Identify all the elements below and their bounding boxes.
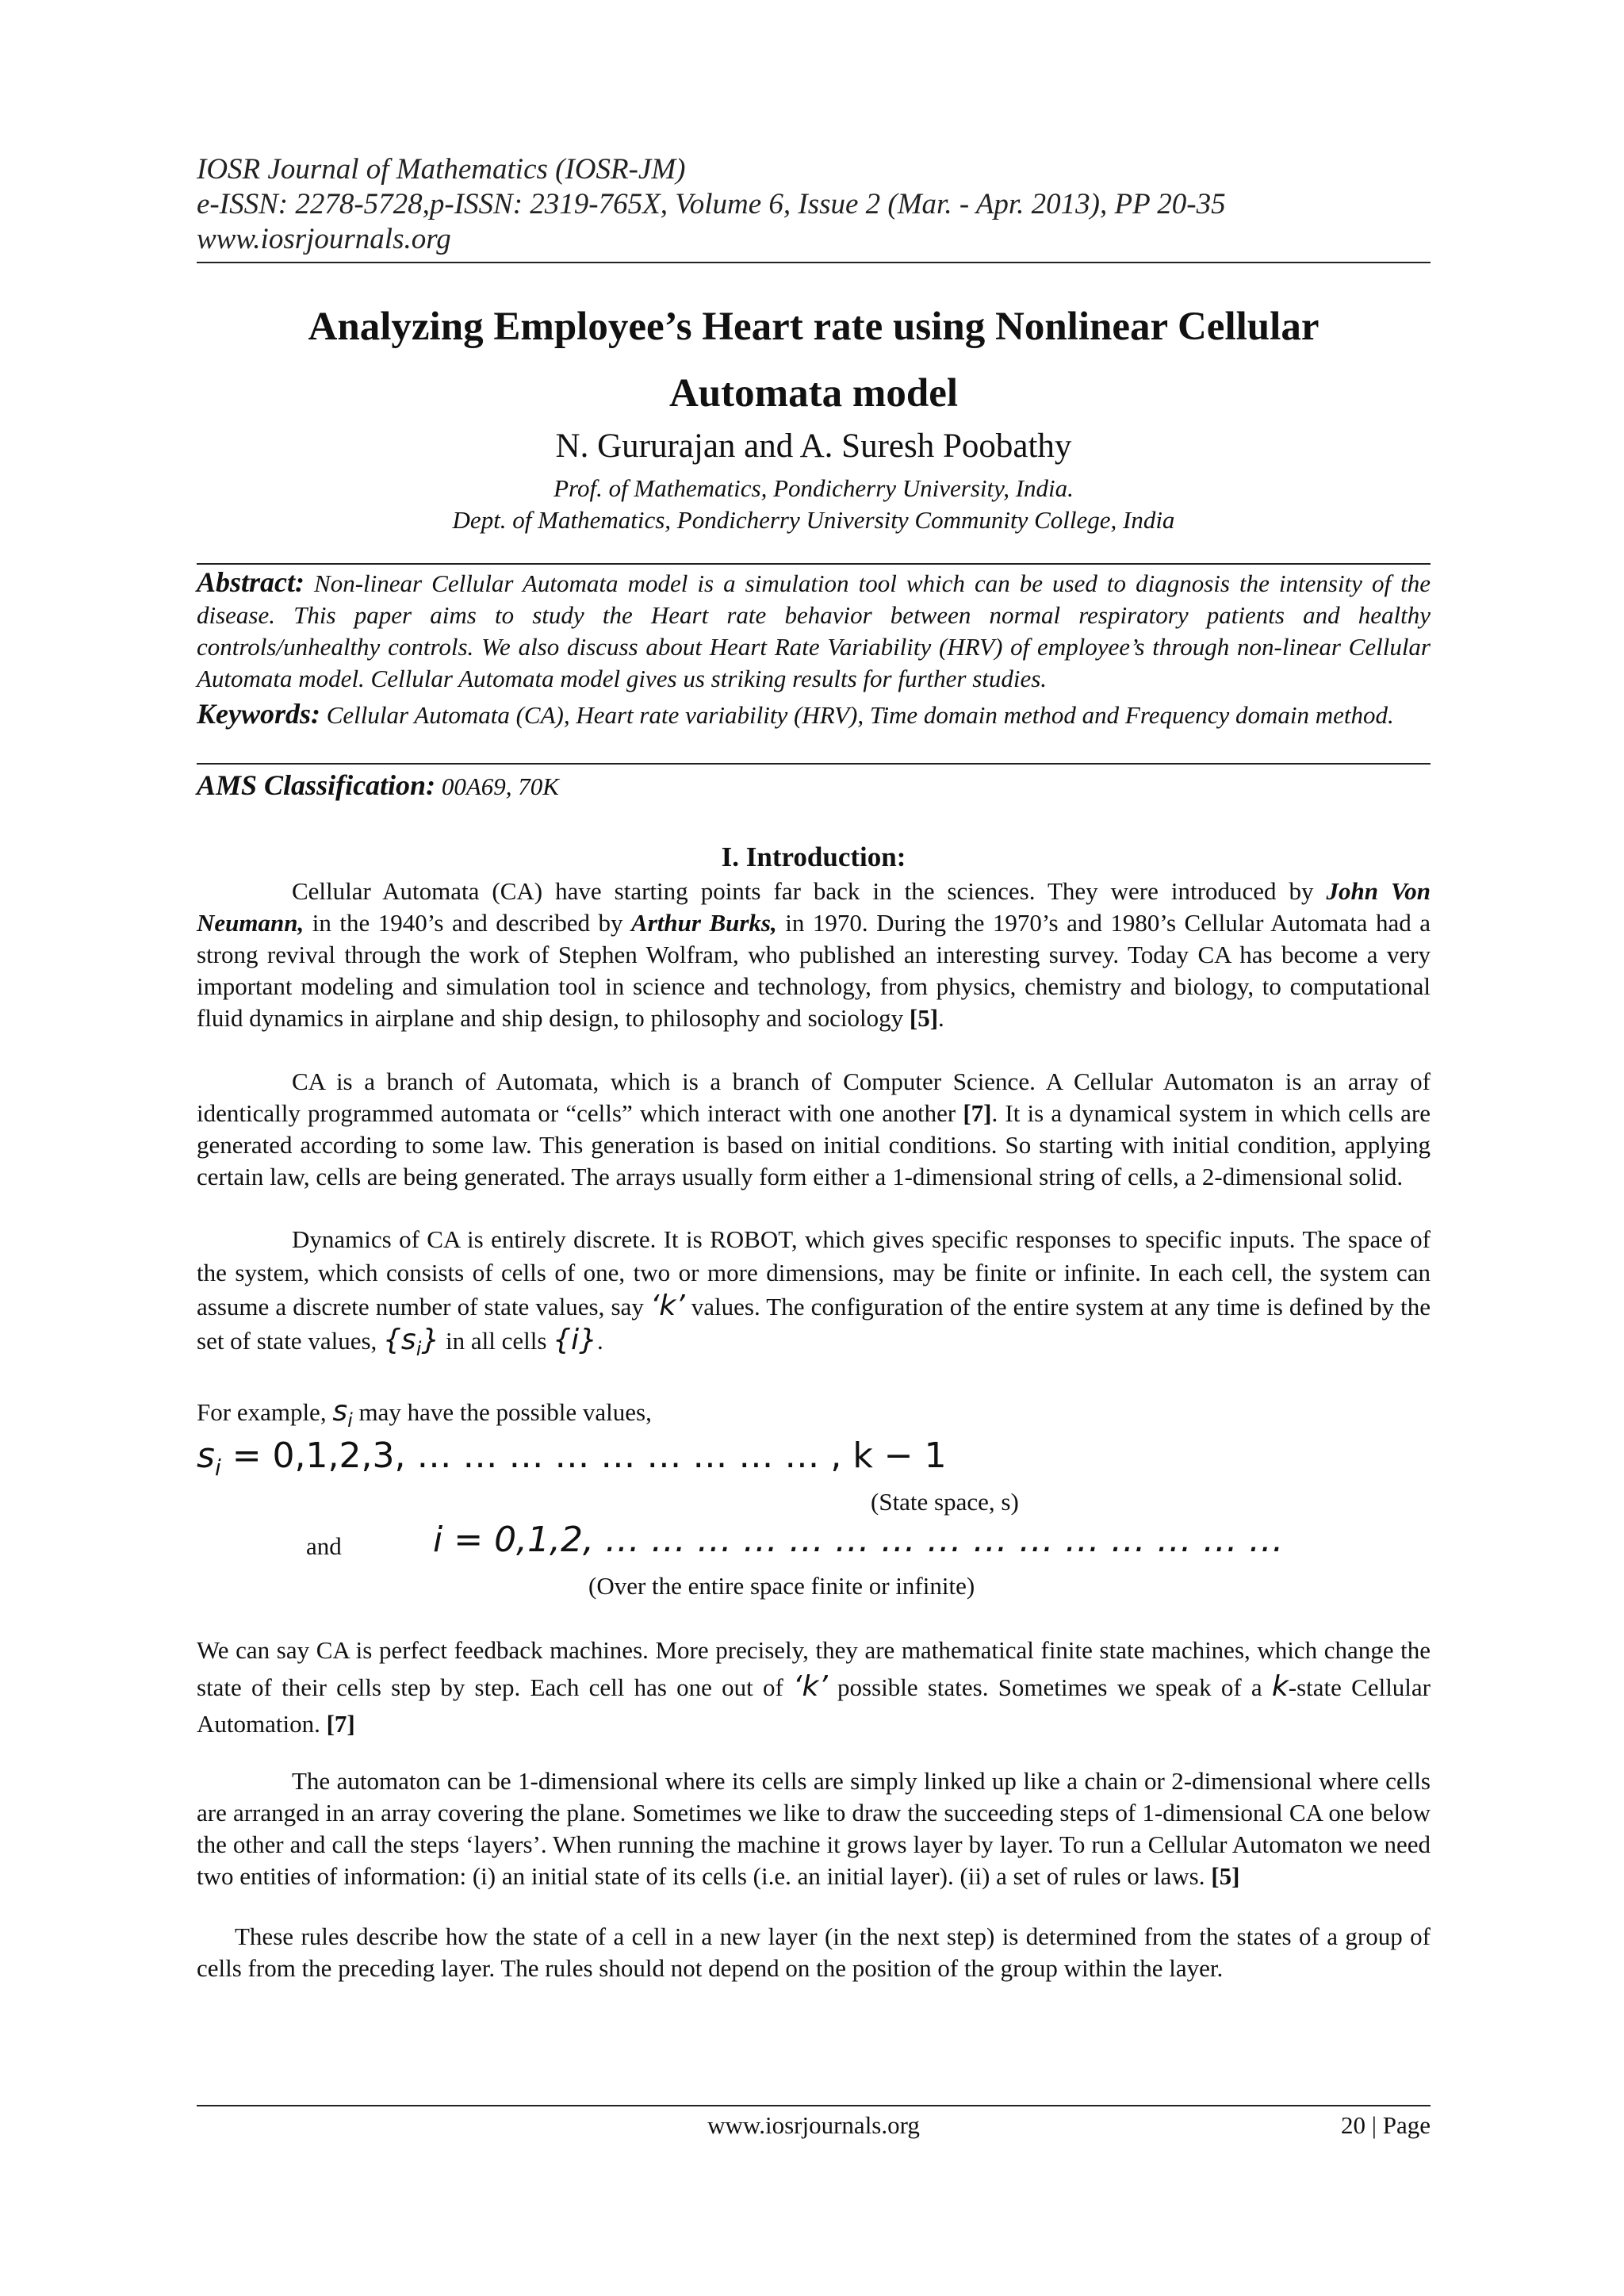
- cell-set-symbol: {i}: [553, 1324, 597, 1356]
- equation-note-state-space: (State space, s): [871, 1488, 1019, 1516]
- citation: [7]: [326, 1710, 355, 1738]
- section-heading: I. Introduction:: [721, 841, 906, 872]
- citation: [5]: [1211, 1862, 1240, 1890]
- author-name: John Von Neumann,: [197, 877, 1431, 937]
- state-set-symbol: $\{s_i\}$: [383, 1324, 440, 1361]
- journal-issn: e-ISSN: 2278-5728,p-ISSN: 2319-765X, Volume 6, Issue 2 (Mar. - Apr. 2013), PP 20-35: [197, 188, 1226, 220]
- ams-text: 00A69, 70K: [435, 772, 559, 800]
- s-i-symbol: $s_i$: [332, 1395, 353, 1432]
- title-line-1: Analyzing Employee’s Heart rate using Nonlinear Cellular: [308, 305, 1320, 349]
- title-line-2: Automata model: [668, 371, 959, 416]
- keywords-text: Cellular Automata (CA), Heart rate variability (HRV), Time domain method and Frequency domain method.: [320, 701, 1394, 729]
- footer-website[interactable]: www.iosrjournals.org: [707, 2111, 920, 2139]
- equation-and: and: [306, 1532, 342, 1560]
- abstract: [197, 566, 1431, 695]
- keywords: [197, 698, 1431, 731]
- paragraph-3: Dynamics of CA is entirely discrete. It is ROBOT, which gives specific responses to specific inputs. The space of the system, which consists of cells of one, two or more dimensions, may be finite or infinite. In each cell, the system can assume a discrete number of state values, say ‘k’ values. The configuration of the entire system at any time is defined by the set of state values, $\{s_i\}$ in all cells {i}.: [197, 1225, 1431, 1361]
- k-symbol: ‘k’: [649, 1290, 685, 1322]
- ams-classification: [197, 768, 1431, 804]
- abstract-label: Abstract:: [197, 566, 305, 598]
- author-name: Arthur Burks,: [631, 909, 777, 937]
- footer-rule: [197, 2105, 1431, 2106]
- affiliation-1: Prof. of Mathematics, Pondicherry University, India.: [553, 474, 1074, 502]
- paragraph-5: The automaton can be 1-dimensional where its cells are simply linked up like a chain or 2-dimensional where cells are arranged in an array covering the plane. Sometimes we like to draw the succeeding steps of 1-dimensional CA one below the other and call the steps ‘layers’. When running the machine it grows layer by layer. To run a Cellular Automaton we need two entities of information: (i) an initial state of its cells (i.e. an initial layer). (ii) a set of rules or laws. [5]: [197, 1767, 1431, 1890]
- paragraph-4: We can say CA is perfect feedback machines. More precisely, they are mathematical finite state machines, which change the state of their cells step by step. Each cell has one out of ‘k’ possible states. Sometimes we speak of a k-state Cellular Automation. [7]: [197, 1636, 1431, 1738]
- citation: [7]: [963, 1099, 992, 1127]
- authors: N. Gururajan and A. Suresh Poobathy: [555, 427, 1072, 465]
- paragraph-6: These rules describe how the state of a cell in a new layer (in the next step) is determined from the states of a group of cells from the preceding layer. The rules should not depend on the position of the group within the layer.: [197, 1922, 1431, 1982]
- citation: [5]: [909, 1004, 939, 1032]
- journal-name: IOSR Journal of Mathematics (IOSR-JM): [197, 153, 686, 186]
- header-rule: [197, 262, 1431, 263]
- k-symbol: ‘k’: [793, 1670, 828, 1703]
- paragraph-2: CA is a branch of Automata, which is a branch of Computer Science. A Cellular Automaton is an array of identically programmed automata or “cells” which interact with one another [7]. It is a dynamical system in which cells are generated according to some law. This generation is based on initial conditions. So starting with initial condition, applying certain law, cells are being generated. The arrays usually form either a 1-dimensional string of cells, a 2-dimensional solid.: [197, 1068, 1431, 1190]
- page-number: 20 | Page: [1341, 2111, 1431, 2139]
- k-symbol: k: [1271, 1670, 1289, 1703]
- keywords-label: Keywords:: [197, 698, 320, 730]
- paper-title: [197, 293, 1431, 427]
- ams-label: AMS Classification:: [197, 769, 436, 801]
- paragraph-1: Cellular Automata (CA) have starting points far back in the sciences. They were introduced by John Von Neumann, in the 1940’s and described by Arthur Burks, in 1970. During the 1970’s and 1980’s Cellular Automata had a strong revival through the work of Stephen Wolfram, who published an interesting survey. Today CA has become a very important modeling and simulation tool in science and technology, from physics, chemistry and biology, to computational fluid dynamics in airplane and ship design, to philosophy and sociology [5].: [197, 877, 1431, 1032]
- equation-note-space: (Over the entire space finite or infinite): [588, 1572, 975, 1600]
- example-line: For example, $s_i$ may have the possible values,: [197, 1395, 652, 1432]
- equation-index: i = 0,1,2, … … … … … … … … … … … … … … …: [433, 1520, 1284, 1560]
- journal-header: [197, 152, 1431, 257]
- abstract-top-rule: [197, 563, 1431, 565]
- equation-state-space: $s_i = 0,1,2,3$, … … … … … … … … … , k − 1: [197, 1435, 947, 1481]
- affiliation-2: Dept. of Mathematics, Pondicherry University Community College, India: [452, 506, 1175, 534]
- keywords-rule: [197, 763, 1431, 765]
- abstract-text: Non-linear Cellular Automata model is a simulation tool which can be used to diagnosis the intensity of the disease. This paper aims to study the Heart rate behavior between normal respiratory patients and healthy controls/unhealthy controls. We also discuss about Heart Rate Variability (HRV) of employee’s through non-linear Cellular Automata model. Cellular Automata model gives us striking results for further studies.: [197, 569, 1431, 692]
- journal-website[interactable]: www.iosrjournals.org: [197, 223, 451, 255]
